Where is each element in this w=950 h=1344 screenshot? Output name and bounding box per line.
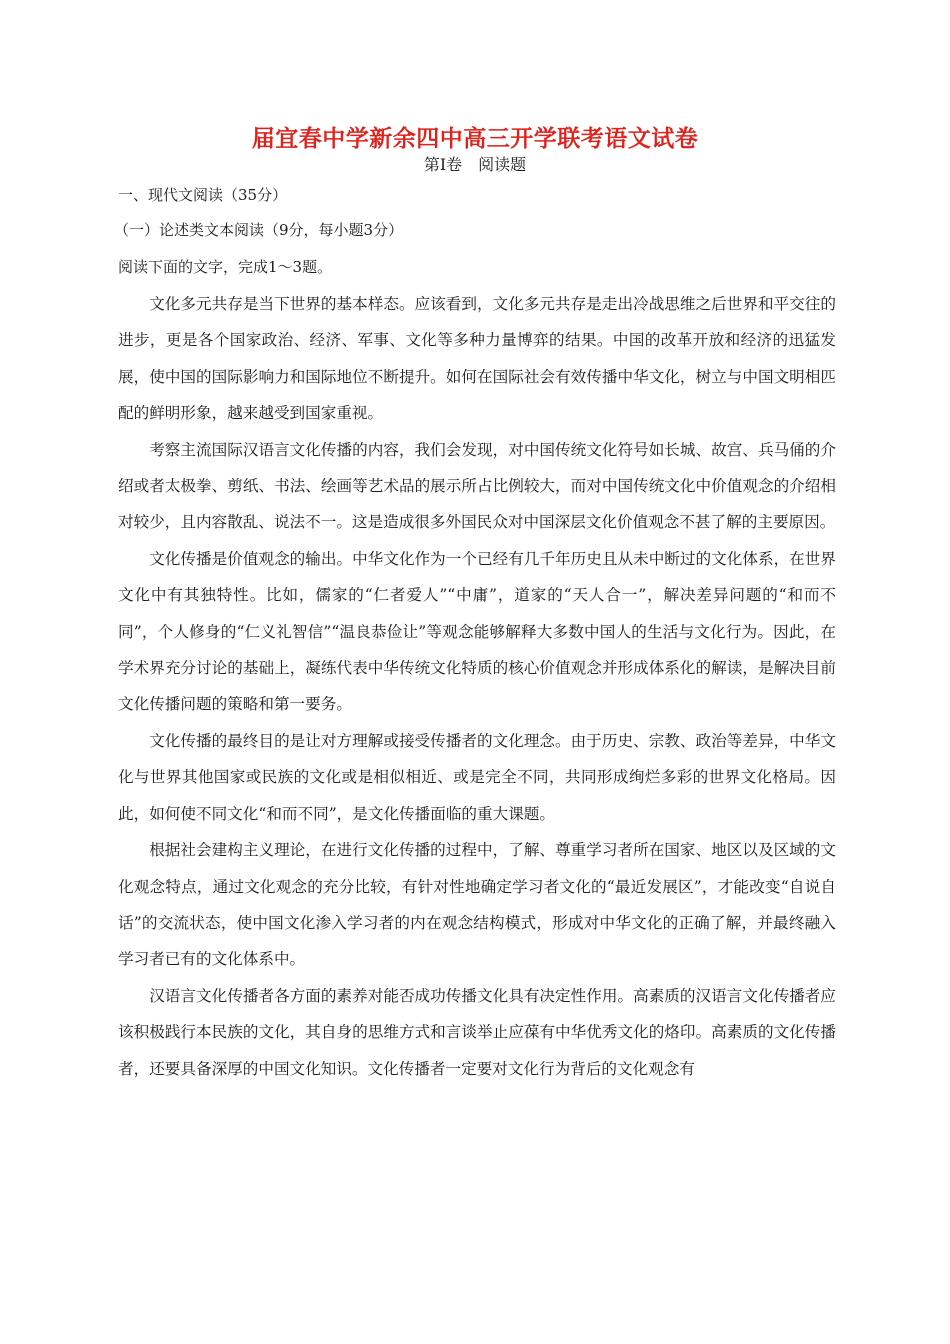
- volume-heading: 第Ⅰ卷 阅读题: [423, 155, 527, 174]
- reading-instruction: 阅读下面的文字，完成1～3题。: [118, 258, 333, 276]
- paragraph-6: 汉语言文化传播者各方面的素养对能否成功传播文化具有决定性作用。高素质的汉语言文化传播者应该积极践行本民族的文化，其自身的思维方式和言谈举止应葆有中华优秀文化的烙印。高素质的文化传播者，还要具备深厚的中国文化知识。文化传播者一定要对文化行为背后的文化观念有: [118, 986, 836, 1078]
- paragraph-2: 考察主流国际汉语言文化传播的内容，我们会发现，对中国传统文化符号如长城、故宫、兵马俑的介绍或者太极拳、剪纸、书法、绘画等艺术品的展示所占比例较大，而对中国传统文化中价值观念的介绍相对较少，且内容散乱、说法不一。这是造成很多外国民众对中国深层文化价值观念不甚了解的主要原因。: [118, 440, 836, 532]
- paragraph-3: 文化传播是价值观念的输出。中华文化作为一个已经有几千年历史且从未中断过的文化体系，在世界文化中有其独特性。比如，儒家的“仁者爱人”“中庸”，道家的“天人合一”，解决差异问题的“和而不同”，个人修身的“仁义礼智信”“温良恭俭让”等观念能够解释大多数中国人的生活与文化行为。因此，在学术界充分讨论的基础上，凝练代表中华传统文化特质的核心价值观念并形成体系化的解读，是解决目前文化传播问题的策略和第一要务。: [118, 549, 836, 714]
- paragraph-1: 文化多元共存是当下世界的基本样态。应该看到，文化多元共存是走出冷战思维之后世界和平交往的进步，更是各个国家政治、经济、军事、文化等多种力量博弈的结果。中国的改革开放和经济的迅猛发展，使中国的国际影响力和国际地位不断提升。如何在国际社会有效传播中华文化，树立与中国文明相匹配的鲜明形象，越来越受到国家重视。: [118, 295, 836, 423]
- exam-title: 届宜春中学新余四中高三开学联考语文试卷: [251, 125, 699, 152]
- section-heading: 一、现代文阅读（35分）: [118, 186, 288, 204]
- subsection-heading: （一）论述类文本阅读（9分，每小题3分）: [114, 221, 404, 239]
- paragraph-4: 文化传播的最终目的是让对方理解或接受传播者的文化理念。由于历史、宗教、政治等差异，中华文化与世界其他国家或民族的文化或是相似相近、或是完全不同，共同形成绚烂多彩的世界文化格局。因此，如何使不同文化“和而不同”，是文化传播面临的重大课题。: [118, 731, 836, 823]
- article-body: [118, 286, 836, 1087]
- paragraph-5: 根据社会建构主义理论，在进行文化传播的过程中，了解、尊重学习者所在国家、地区以及区域的文化观念特点，通过文化观念的充分比较，有针对性地确定学习者文化的“最近发展区”，才能改变“自说自话”的交流状态，使中国文化渗入学习者的内在观念结构模式，形成对中华文化的正确了解，并最终融入学习者已有的文化体系中。: [118, 841, 836, 969]
